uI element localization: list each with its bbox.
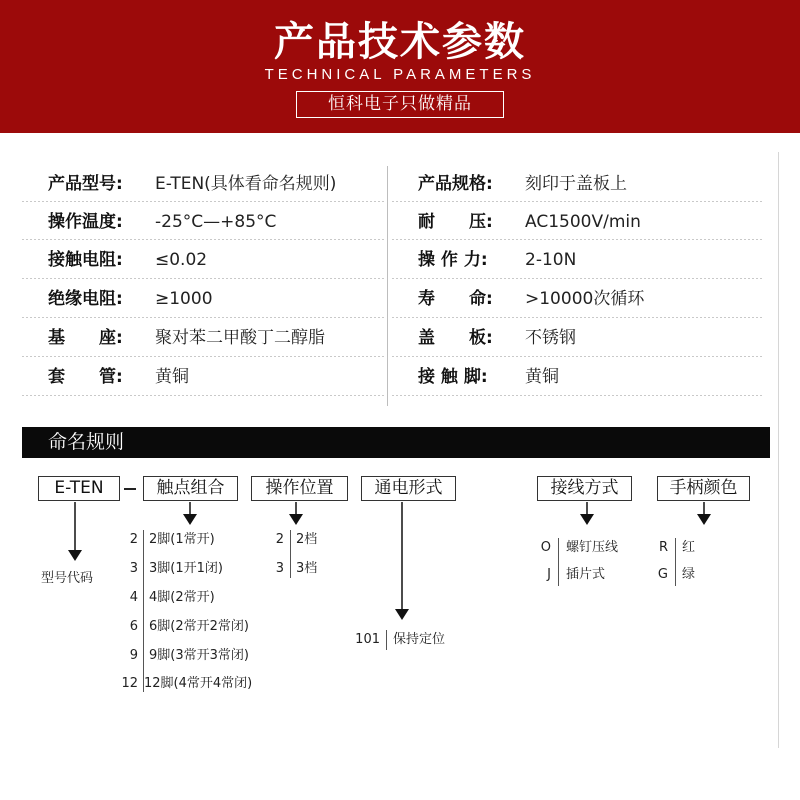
param-label-sleeve: 套 管: <box>48 367 123 387</box>
position-option-desc: 2档 <box>296 532 318 547</box>
param-label-model: 产品型号: <box>48 174 123 194</box>
row-divider <box>392 356 762 357</box>
param-label-lifespan: 寿 命: <box>418 289 493 309</box>
param-value-lifespan: >10000次循环 <box>525 289 645 309</box>
arrowhead-model <box>68 550 82 561</box>
model-code-description: 型号代码 <box>41 571 94 586</box>
param-label-temperature: 操作温度: <box>48 212 123 232</box>
right-edge-rule <box>778 152 779 748</box>
slogan-text: 恒科电子只做精品 <box>328 94 472 114</box>
param-label-base: 基 座: <box>48 328 123 348</box>
page-subtitle: TECHNICAL PARAMETERS <box>264 66 536 83</box>
row-divider <box>22 201 384 202</box>
row-divider <box>22 395 384 396</box>
param-label-cover-plate: 盖 板: <box>418 328 493 348</box>
contact-option-desc: 9脚(3常开3常闭) <box>149 648 249 663</box>
hyphen-connector <box>124 488 136 490</box>
contact-options-divider <box>143 530 144 692</box>
header-banner <box>0 0 800 133</box>
row-divider <box>392 395 762 396</box>
operating-position-box <box>251 476 348 501</box>
param-value-contact-pin: 黄铜 <box>525 367 559 387</box>
contact-option-code: 6 <box>129 619 138 634</box>
row-divider <box>22 239 384 240</box>
param-value-withstand-voltage: AC1500V/min <box>525 212 641 232</box>
param-value-base: 聚对苯二甲酸丁二醇脂 <box>155 328 325 348</box>
handle-option-code: G <box>657 567 668 582</box>
position-option-code: 2 <box>275 532 284 547</box>
naming-rule-title: 命名规则 <box>48 431 125 453</box>
contact-option-desc: 6脚(2常开2常闭) <box>149 619 249 634</box>
contact-combination-box <box>143 476 238 501</box>
contact-option-code: 4 <box>129 590 138 605</box>
contact-option-code: 9 <box>129 648 138 663</box>
param-value-operating-force: 2-10N <box>525 250 577 270</box>
contact-option-code: 12 <box>121 676 138 691</box>
param-label-contact-pin: 接 触 脚: <box>418 367 488 387</box>
wiring-method-box <box>537 476 632 501</box>
contact-option-desc: 12脚(4常开4常闭) <box>144 676 253 691</box>
param-label-contact-resistance: 接触电阻: <box>48 250 123 270</box>
position-option-code: 3 <box>275 561 284 576</box>
row-divider <box>22 356 384 357</box>
param-value-cover-plate: 不锈钢 <box>525 328 576 348</box>
wiring-option-desc: 螺钉压线 <box>566 540 619 555</box>
contact-option-code: 2 <box>129 532 138 547</box>
param-value-insulation-resistance: ≥1000 <box>155 289 213 309</box>
wiring-option-code: J <box>547 567 551 582</box>
wiring-options-divider <box>558 538 559 586</box>
model-code-label: E-TEN <box>54 478 104 498</box>
arrowhead-position <box>289 514 303 525</box>
handle-options-divider <box>675 538 676 586</box>
handle-option-desc: 红 <box>682 540 696 555</box>
contact-option-desc: 2脚(1常开) <box>149 532 215 547</box>
position-option-desc: 3档 <box>296 561 318 576</box>
circuit-form-label: 通电形式 <box>374 478 443 498</box>
param-label-spec: 产品规格: <box>418 174 493 194</box>
wiring-option-code: O <box>540 540 551 555</box>
param-value-temperature: -25°C—+85°C <box>155 212 277 232</box>
circuit-form-box <box>361 476 456 501</box>
operating-position-label: 操作位置 <box>265 478 334 498</box>
param-label-withstand-voltage: 耐 压: <box>418 212 493 232</box>
circuit-option-desc: 保持定位 <box>393 632 446 647</box>
column-divider <box>387 166 388 406</box>
contact-combination-label: 触点组合 <box>156 478 225 498</box>
naming-rule-bar <box>22 427 770 458</box>
arrowhead-circuit <box>395 609 409 620</box>
slogan-box <box>296 91 504 118</box>
row-divider <box>392 239 762 240</box>
handle-option-desc: 绿 <box>682 567 696 582</box>
contact-option-desc: 3脚(1开1闭) <box>149 561 223 576</box>
position-options-divider <box>290 530 291 578</box>
handle-option-code: R <box>658 540 668 555</box>
circuit-options-divider <box>386 630 387 650</box>
param-value-contact-resistance: ≤0.02 <box>155 250 208 270</box>
row-divider <box>392 278 762 279</box>
handle-color-label: 手柄颜色 <box>669 478 738 498</box>
arrowhead-handle <box>697 514 711 525</box>
param-label-insulation-resistance: 绝缘电阻: <box>48 289 123 309</box>
param-value-model: E-TEN(具体看命名规则) <box>155 174 337 194</box>
row-divider <box>392 201 762 202</box>
arrowhead-wiring <box>580 514 594 525</box>
param-value-sleeve: 黄铜 <box>155 367 189 387</box>
param-value-spec: 刻印于盖板上 <box>525 174 627 194</box>
wiring-method-label: 接线方式 <box>550 478 619 498</box>
handle-color-box <box>657 476 750 501</box>
param-label-operating-force: 操 作 力: <box>418 250 488 270</box>
contact-option-code: 3 <box>129 561 138 576</box>
page-title: 产品技术参数 <box>274 19 526 65</box>
model-code-box <box>38 476 120 501</box>
contact-option-desc: 4脚(2常开) <box>149 590 215 605</box>
circuit-option-code: 101 <box>355 632 380 647</box>
row-divider <box>22 278 384 279</box>
wiring-option-desc: 插片式 <box>566 567 606 582</box>
row-divider <box>22 317 384 318</box>
arrowhead-contact <box>183 514 197 525</box>
row-divider <box>392 317 762 318</box>
